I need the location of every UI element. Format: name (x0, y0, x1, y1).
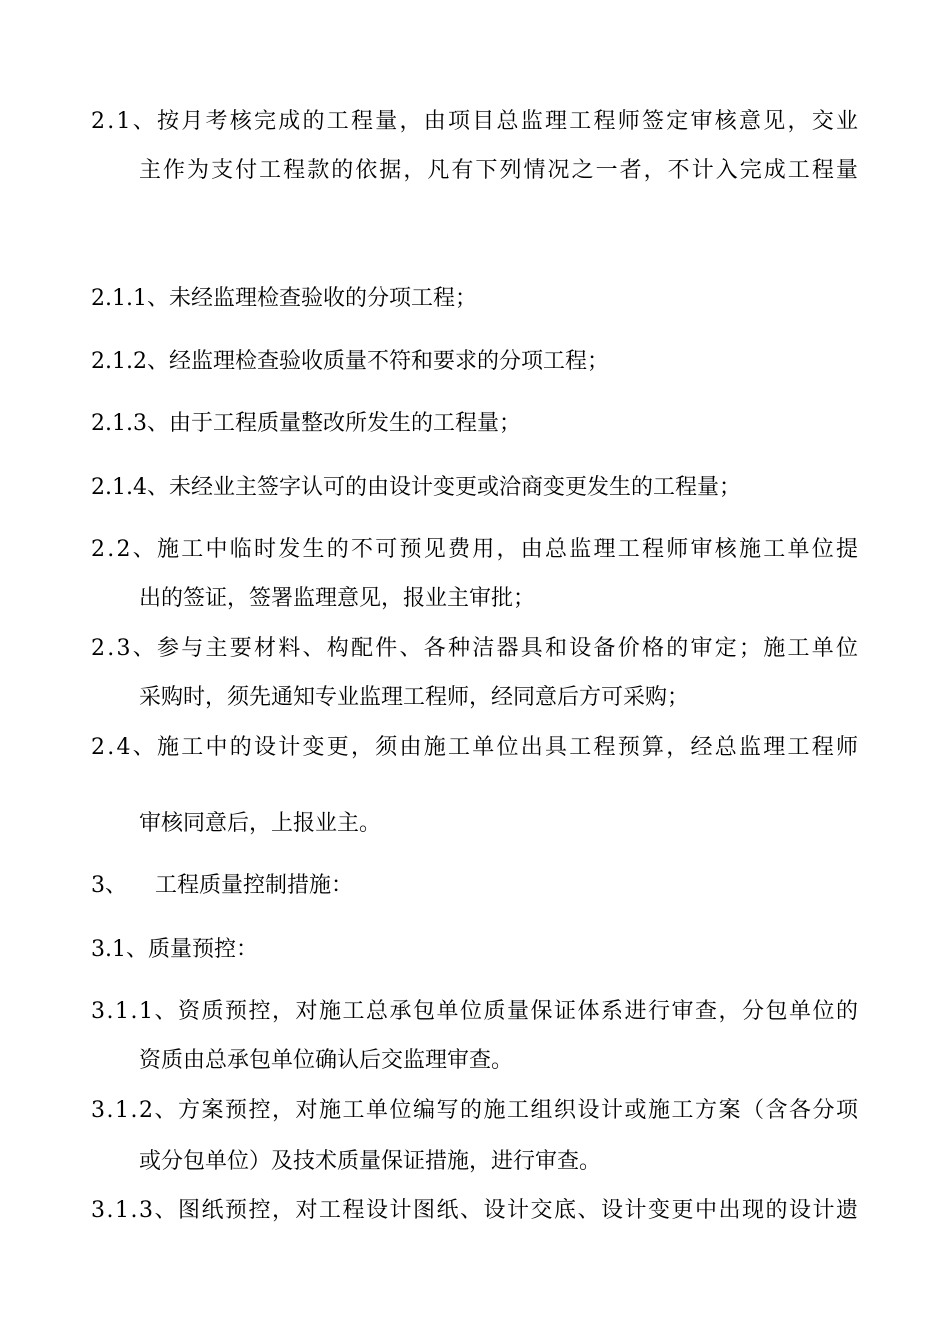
paragraph-2-4-line-1: 2.4、施工中的设计变更，须由施工单位出具工程预算，经总监理工程师 (91, 735, 861, 760)
paragraph-2-1-line-1: 2.1、按月考核完成的工程量，由项目总监理工程师签定审核意见，交业 (91, 109, 861, 134)
paragraph-2-3-line-2: 采购时，须先通知专业监理工程师，经同意后方可采购； (139, 685, 690, 710)
paragraph-2-3-line-1: 2.3、参与主要材料、构配件、各种洁器具和设备价格的审定；施工单位 (91, 636, 861, 661)
section-3-1-heading: 3.1、质量预控： (91, 937, 258, 962)
paragraph-2-1-line-2: 主作为支付工程款的依据，凡有下列情况之一者，不计入完成工程量 (139, 158, 860, 183)
paragraph-3-1-2-line-2: 或分包单位）及技术质量保证措施，进行审查。 (139, 1149, 602, 1174)
paragraph-3-1-1-line-1: 3.1.1、资质预控，对施工总承包单位质量保证体系进行审查，分包单位的 (91, 999, 860, 1024)
paragraph-3-1-2-line-1: 3.1.2、方案预控，对施工单位编写的施工组织设计或施工方案（含各分项 (91, 1098, 860, 1123)
paragraph-2-1-2: 2.1.2、经监理检查验收质量不符和要求的分项工程； (91, 349, 609, 374)
paragraph-3-1-1-line-2: 资质由总承包单位确认后交监理审查。 (139, 1048, 514, 1073)
paragraph-2-1-3: 2.1.3、由于工程质量整改所发生的工程量； (91, 411, 521, 436)
paragraph-3-1-3-line-1: 3.1.3、图纸预控，对工程设计图纸、设计交底、设计变更中出现的设计遗 (91, 1198, 860, 1223)
section-3-heading: 3、 工程质量控制措施： (91, 873, 353, 898)
paragraph-2-1-1: 2.1.1、未经监理检查验收的分项工程； (91, 286, 477, 311)
paragraph-2-2-line-2: 出的签证，签署监理意见，报业主审批； (139, 586, 536, 611)
paragraph-2-2-line-1: 2.2、施工中临时发生的不可预见费用，由总监理工程师审核施工单位提 (91, 537, 861, 562)
paragraph-2-1-4: 2.1.4、未经业主签字认可的由设计变更或洽商变更发生的工程量； (91, 475, 741, 500)
paragraph-2-4-line-2: 审核同意后，上报业主。 (139, 811, 382, 836)
